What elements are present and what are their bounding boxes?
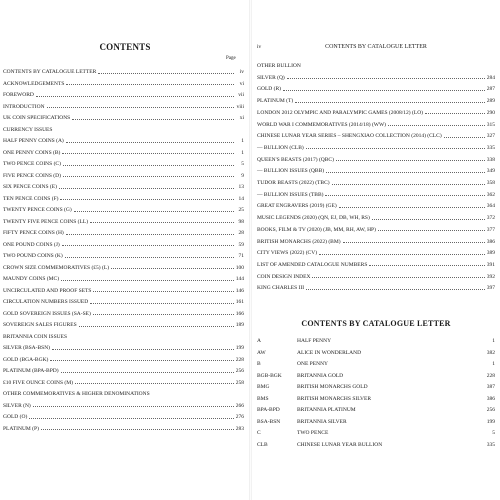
toc-entry bbox=[3, 181, 244, 190]
dot-leader bbox=[98, 73, 234, 74]
toc-entry-label: SILVER (BSA-BSN) bbox=[3, 345, 51, 351]
toc-entry-label: GOLD (BGA-BGK) bbox=[3, 356, 49, 363]
catalogue-page: 199 bbox=[486, 418, 495, 425]
toc-entry bbox=[3, 365, 244, 374]
catalogue-page: 335 bbox=[486, 441, 495, 448]
toc-entry-label: MAUNDY COINS (MC) bbox=[3, 276, 60, 282]
toc-entry-page: 349 bbox=[486, 168, 495, 175]
toc-entry bbox=[3, 262, 244, 271]
toc-entry-label: BOOKS, FILM & TV (2020) (JB, MM, RH, AW, HP) bbox=[257, 226, 376, 233]
toc-entry bbox=[3, 101, 244, 110]
dot-leader bbox=[61, 372, 234, 373]
catalogue-name: ALICE IN WONDERLAND bbox=[297, 349, 362, 356]
toc-entry-page: 71 bbox=[238, 253, 244, 259]
toc-entry bbox=[257, 83, 495, 92]
toc-entry bbox=[3, 354, 244, 363]
toc-entry-page: 161 bbox=[235, 299, 244, 305]
toc-entry bbox=[3, 285, 244, 294]
toc-entry bbox=[3, 342, 244, 351]
toc-entry bbox=[257, 130, 495, 139]
toc-entry bbox=[257, 95, 495, 104]
toc-entry-page: 9 bbox=[241, 172, 244, 179]
toc-entry-label: CONTENTS BY CATALOGUE LETTER bbox=[3, 69, 97, 75]
toc-entry-label: SIX PENCE COINS (E) bbox=[3, 184, 57, 190]
toc-entry-page: 1 bbox=[241, 149, 244, 156]
toc-entry bbox=[3, 112, 244, 121]
toc-entry-page: 287 bbox=[486, 86, 495, 93]
dot-leader bbox=[306, 289, 485, 290]
toc-entry-label: TUDOR BEASTS (2022) (TBC) bbox=[257, 180, 330, 186]
toc-entry-page: 391 bbox=[486, 261, 495, 268]
catalogue-page: 228 bbox=[486, 372, 495, 379]
toc-entry-page: 364 bbox=[486, 203, 495, 210]
catalogue-code: BMS bbox=[257, 395, 269, 402]
toc-entry bbox=[257, 72, 495, 81]
toc-entry-page: 199 bbox=[235, 345, 244, 351]
toc-entry-label: TEN PENCE COINS (F) bbox=[3, 195, 59, 202]
toc-entry-label: CHINESE LUNAR YEAR SERIES – SHENGXIAO COLLECTION (2014) (CLC) bbox=[257, 133, 442, 140]
toc-entry-label: WORLD WAR I COMMEMORATIVES (2014/18) (WW) bbox=[257, 121, 386, 128]
toc-entry-page: 1 bbox=[241, 138, 244, 144]
toc-entry-label: TWENTY PENCE COINS (G) bbox=[3, 207, 72, 213]
catalogue-name: BRITANNIA GOLD bbox=[297, 372, 344, 379]
toc-entry-label: ONE POUND COINS (J) bbox=[3, 241, 60, 248]
toc-entry-page: 189 bbox=[235, 322, 244, 328]
dot-leader bbox=[63, 176, 234, 177]
toc-entry-page: 397 bbox=[486, 285, 495, 292]
toc-entry-page: 98 bbox=[238, 218, 244, 225]
toc-entry bbox=[3, 319, 244, 328]
toc-entry-page: 358 bbox=[486, 180, 495, 186]
toc-entry-page: 290 bbox=[486, 109, 495, 116]
toc-entry-label: PLATINUM (T) bbox=[257, 98, 294, 105]
toc-entry-page: 28 bbox=[238, 230, 244, 236]
toc-entry-label: — BULLION (CLB) bbox=[257, 144, 304, 151]
right-page bbox=[252, 0, 500, 500]
dot-leader bbox=[372, 219, 485, 220]
toc-entry-label: UK COIN SPECIFICATIONS bbox=[3, 115, 71, 121]
toc-entry bbox=[3, 135, 244, 144]
dot-leader bbox=[369, 265, 484, 266]
catalogue-name: BRITANNIA SILVER bbox=[297, 418, 347, 425]
toc-entry-page: xi bbox=[239, 115, 244, 121]
toc-entry-page: 256 bbox=[235, 368, 244, 374]
toc-entry-page: 146 bbox=[235, 287, 244, 294]
toc-entry-label: PLATINUM (BPA-BPD) bbox=[3, 368, 59, 374]
toc-entry-label: LONDON 2012 OLYMPIC AND PARALYMPIC GAMES (2008/12) (LO) bbox=[257, 109, 423, 116]
dot-leader bbox=[36, 96, 234, 97]
running-head: CONTENTS BY CATALOGUE LETTER bbox=[325, 44, 427, 50]
dot-leader bbox=[29, 418, 233, 419]
dot-leader bbox=[336, 160, 485, 161]
catalogue-page: 1 bbox=[492, 338, 495, 344]
toc-entry-label: BRITANNIA COIN ISSUES bbox=[3, 333, 68, 340]
catalogue-code: B bbox=[257, 361, 261, 367]
toc-entry bbox=[3, 411, 244, 420]
toc-entry bbox=[257, 177, 495, 186]
toc-entry bbox=[3, 423, 244, 432]
dot-leader bbox=[41, 429, 234, 430]
dot-leader bbox=[33, 406, 234, 407]
dot-leader bbox=[60, 199, 234, 200]
toc-entry-label: TWO POUND COINS (K) bbox=[3, 253, 63, 259]
dot-leader bbox=[93, 291, 233, 292]
catalogue-page: 1 bbox=[492, 361, 495, 367]
toc-entry bbox=[257, 189, 495, 198]
dot-leader bbox=[319, 254, 485, 255]
catalogue-code: C bbox=[257, 430, 261, 436]
toc-entry bbox=[257, 119, 495, 128]
dot-leader bbox=[326, 172, 485, 173]
toc-entry-label: GREAT ENGRAVERS (2019) (GE) bbox=[257, 203, 337, 210]
toc-entry bbox=[3, 250, 244, 259]
toc-entry-page: 386 bbox=[486, 238, 495, 245]
toc-entry-page: 166 bbox=[235, 310, 244, 317]
toc-entry bbox=[3, 308, 244, 317]
toc-entry-page: 362 bbox=[486, 191, 495, 198]
toc-entry-label: PLATINUM (P) bbox=[3, 425, 39, 432]
toc-entry-page: 338 bbox=[486, 156, 495, 163]
dot-leader bbox=[378, 230, 485, 231]
toc-entry-page: 276 bbox=[235, 414, 244, 420]
toc-entry-label: CROWN SIZE COMMEMORATIVES (£5) (L) bbox=[3, 264, 110, 271]
toc-entry-label: FIVE PENCE COINS (D) bbox=[3, 172, 61, 179]
catalogue-page: 387 bbox=[486, 384, 495, 390]
toc-entry bbox=[257, 142, 495, 151]
catalogue-name: CHINESE LUNAR YEAR BULLION bbox=[297, 441, 383, 448]
toc-entry bbox=[257, 247, 495, 256]
catalogue-row bbox=[257, 441, 495, 450]
toc-entry bbox=[3, 204, 244, 213]
dot-leader bbox=[52, 349, 234, 350]
dot-leader bbox=[295, 102, 485, 103]
toc-entry-page: 13 bbox=[238, 184, 244, 190]
dot-leader bbox=[66, 234, 234, 235]
catalogue-code: AW bbox=[257, 349, 266, 356]
dot-leader bbox=[59, 188, 234, 189]
dot-leader bbox=[90, 303, 233, 304]
catalogue-row bbox=[257, 349, 495, 358]
catalogue-row bbox=[257, 418, 495, 427]
dot-leader bbox=[325, 195, 484, 196]
catalogue-row bbox=[257, 372, 495, 381]
toc-entry-label: MUSIC LEGENDS (2020) (QN, EJ, DB, WH, RS) bbox=[257, 215, 370, 222]
toc-entry-page: 5 bbox=[241, 161, 244, 167]
toc-entry-label: HALF PENNY COINS (A) bbox=[3, 138, 64, 144]
toc-entry-page: 258 bbox=[235, 379, 244, 386]
toc-entry bbox=[3, 147, 244, 156]
toc-entry bbox=[257, 259, 495, 268]
catalogue-row bbox=[257, 429, 495, 438]
toc-entry-label: OTHER COMMEMORATIVES & HIGHER DENOMINATIONS bbox=[3, 391, 150, 397]
dot-leader bbox=[425, 113, 485, 114]
toc-entry-page: 284 bbox=[486, 74, 495, 81]
catalogue-page: 386 bbox=[486, 395, 495, 402]
toc-entry bbox=[257, 212, 495, 221]
catalogue-row bbox=[257, 406, 495, 415]
toc-entry-page: 25 bbox=[238, 207, 244, 213]
page-folio: iv bbox=[257, 44, 262, 50]
toc-entry bbox=[3, 377, 244, 386]
toc-entry bbox=[257, 200, 495, 209]
toc-entry-label: GOLD (R) bbox=[257, 86, 281, 93]
toc-entry bbox=[3, 400, 244, 409]
toc-entry-page: 100 bbox=[235, 264, 244, 271]
page-column-header: Page bbox=[226, 56, 236, 61]
catalogue-row bbox=[257, 337, 495, 346]
catalogue-code: BSA-BSN bbox=[257, 418, 281, 425]
toc-entry-page: 14 bbox=[238, 195, 244, 202]
toc-entry-page: 59 bbox=[238, 241, 244, 248]
dot-leader bbox=[332, 184, 485, 185]
dot-leader bbox=[111, 268, 234, 269]
dot-leader bbox=[343, 242, 485, 243]
dot-leader bbox=[62, 153, 234, 154]
toc-entry bbox=[3, 124, 244, 133]
toc-entry-label: CURRENCY ISSUES bbox=[3, 126, 53, 133]
dot-leader bbox=[93, 314, 234, 315]
catalogue-code: BGB-BGK bbox=[257, 372, 282, 379]
catalogue-row bbox=[257, 360, 495, 369]
dot-leader bbox=[388, 125, 485, 126]
toc-entry-label: FIFTY PENCE COINS (H) bbox=[3, 230, 64, 236]
toc-entry bbox=[3, 78, 244, 87]
toc-entry-label: CITY VIEWS (2022) (CV) bbox=[257, 250, 318, 257]
toc-entry bbox=[3, 89, 244, 98]
toc-entry bbox=[257, 107, 495, 116]
dot-leader bbox=[66, 84, 234, 85]
catalogue-name: ONE PENNY bbox=[297, 361, 329, 367]
toc-entry-label: ACKNOWLEDGEMENTS bbox=[3, 80, 65, 87]
toc-entry bbox=[3, 296, 244, 305]
toc-entry bbox=[3, 193, 244, 202]
catalogue-code: BMG bbox=[257, 384, 270, 390]
toc-entry-label: £10 FIVE OUNCE COINS (M) bbox=[3, 379, 73, 386]
toc-entry bbox=[3, 66, 244, 75]
toc-entry-label: — BULLION ISSUES (TBB) bbox=[257, 191, 324, 198]
dot-leader bbox=[283, 90, 485, 91]
toc-entry-page: 389 bbox=[486, 250, 495, 257]
dot-leader bbox=[75, 383, 234, 384]
catalogue-section-title: CONTENTS BY CATALOGUE LETTER bbox=[301, 319, 451, 328]
toc-entry bbox=[257, 165, 495, 174]
toc-entry bbox=[3, 227, 244, 236]
toc-entry bbox=[3, 273, 244, 282]
toc-entry-page: 327 bbox=[486, 133, 495, 140]
dot-leader bbox=[63, 165, 234, 166]
toc-entry bbox=[3, 158, 244, 167]
toc-entry-page: 289 bbox=[486, 98, 495, 105]
toc-entry bbox=[3, 331, 244, 340]
toc-entry bbox=[3, 216, 244, 225]
toc-entry-label: UNCIRCULATED AND PROOF SETS bbox=[3, 287, 92, 294]
toc-entry-label: TWENTY FIVE PENCE COINS (LL) bbox=[3, 218, 89, 225]
catalogue-name: BRITISH MONARCHS GOLD bbox=[297, 384, 368, 390]
toc-entry-page: iv bbox=[239, 69, 244, 75]
toc-entry-page: vii bbox=[238, 92, 244, 98]
dot-leader bbox=[66, 142, 234, 143]
toc-entry-label: CIRCULATION NUMBERS ISSUED bbox=[3, 299, 89, 305]
toc-entry bbox=[3, 388, 244, 397]
catalogue-name: BRITANNIA PLATINUM bbox=[297, 407, 356, 413]
catalogue-name: BRITISH MONARCHS SILVER bbox=[297, 395, 372, 402]
catalogue-row bbox=[257, 395, 495, 404]
dot-leader bbox=[444, 137, 485, 138]
toc-entry-label: FOREWORD bbox=[3, 92, 34, 98]
dot-leader bbox=[306, 148, 485, 149]
toc-entry-label: LIST OF AMENDED CATALOGUE NUMBERS bbox=[257, 261, 368, 268]
toc-entry-page: 377 bbox=[486, 226, 495, 233]
dot-leader bbox=[50, 360, 233, 361]
toc-entry-page: 283 bbox=[235, 425, 244, 432]
toc-entry-label: SILVER (N) bbox=[3, 402, 31, 409]
toc-entry-label: ONE PENNY COINS (B) bbox=[3, 149, 61, 156]
toc-entry-page: 228 bbox=[235, 356, 244, 363]
catalogue-code: BPA-BPD bbox=[257, 407, 280, 413]
toc-entry-page: 392 bbox=[486, 273, 495, 280]
toc-entry-label: GOLD SOVEREIGN ISSUES (SA-SE) bbox=[3, 310, 91, 317]
dot-leader bbox=[62, 245, 234, 246]
toc-entry bbox=[257, 282, 495, 291]
toc-entry-label: OTHER BULLION bbox=[257, 63, 301, 69]
toc-entry-label: SILVER (Q) bbox=[257, 74, 285, 81]
toc-entry-page: 315 bbox=[486, 121, 495, 128]
toc-entry bbox=[3, 170, 244, 179]
dot-leader bbox=[90, 222, 234, 223]
catalogue-name: TWO PENCE bbox=[297, 430, 329, 436]
catalogue-code: A bbox=[257, 338, 261, 344]
toc-entry-label: GOLD (O) bbox=[3, 414, 28, 420]
dot-leader bbox=[47, 107, 234, 108]
toc-entry-label: COIN DESIGN INDEX bbox=[257, 273, 311, 280]
dot-leader bbox=[61, 280, 234, 281]
toc-entry bbox=[257, 60, 495, 69]
toc-entry-label: QUEEN'S BEASTS (2017) (QBC) bbox=[257, 156, 334, 163]
dot-leader bbox=[79, 326, 234, 327]
toc-entry-page: 372 bbox=[486, 215, 495, 222]
dot-leader bbox=[72, 119, 234, 120]
catalogue-code: CLB bbox=[257, 441, 268, 448]
catalogue-name: HALF PENNY bbox=[297, 338, 332, 344]
dot-leader bbox=[287, 78, 485, 79]
toc-entry-label: TWO PENCE COINS (C) bbox=[3, 161, 61, 167]
toc-entry bbox=[257, 271, 495, 280]
toc-entry-label: INTRODUCTION bbox=[3, 103, 45, 110]
dot-leader bbox=[65, 257, 234, 258]
dot-leader bbox=[339, 207, 485, 208]
catalogue-page: 382 bbox=[486, 349, 495, 356]
toc-entry-page: viii bbox=[236, 103, 244, 110]
toc-entry-page: vi bbox=[239, 80, 244, 87]
toc-entry-label: KING CHARLES III bbox=[257, 285, 305, 292]
catalogue-row bbox=[257, 383, 495, 392]
toc-entry bbox=[257, 154, 495, 163]
toc-entry-page: 335 bbox=[486, 144, 495, 151]
toc-entry-label: BRITISH MONARCHS (2022) (BM) bbox=[257, 238, 341, 245]
toc-entry bbox=[3, 239, 244, 248]
catalogue-page: 256 bbox=[486, 407, 495, 413]
toc-entry-label: SOVEREIGN SALES FIGURES bbox=[3, 322, 77, 328]
toc-entry-page: 144 bbox=[235, 276, 244, 282]
contents-title: CONTENTS bbox=[99, 42, 151, 52]
toc-entry bbox=[257, 224, 495, 233]
dot-leader bbox=[74, 211, 234, 212]
dot-leader bbox=[312, 277, 484, 278]
toc-entry-label: — BULLION ISSUES (QBB) bbox=[257, 168, 325, 175]
toc-entry bbox=[257, 236, 495, 245]
toc-entry-page: 266 bbox=[235, 402, 244, 409]
catalogue-page: 5 bbox=[492, 430, 495, 436]
